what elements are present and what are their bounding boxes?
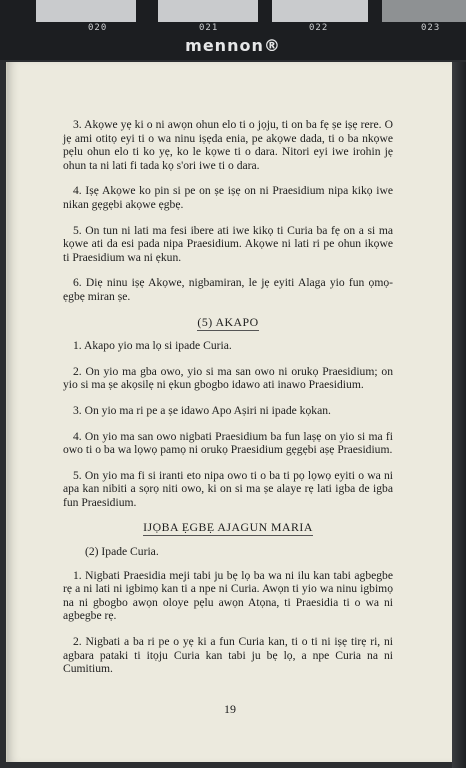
paragraph: 4. On yio ma san owo nigbati Praesidium ba fun laṣẹ on yio si ma fi owo ti o ba wa lọwọ pamọ ni orukọ Praesidium gẹgẹbi aṣẹ Praesidium. [63, 429, 393, 457]
section-heading [63, 316, 393, 330]
frame-number: 023 [421, 23, 441, 33]
paragraph: 1. Nigbati Praesidia meji tabi ju bẹ lọ ba wa ni ilu kan tabi agbegbe rẹ a ni lati ni igbimọ kan ti a npe ni Curia. Awọn ti yio wa ninu igbimọ na ni gbogbo awọn oloye pẹlu awọn Atọna, ti Praesidia ti o wa ni agbegbe rẹ. [63, 568, 393, 623]
paragraph: 2. On yio ma gba owo, yio si ma san owo ni orukọ Praesidium; on yio si ma ṣe akọsilẹ ni ẹkun gbogbo idawo ati inawo Praesidium. [63, 364, 393, 392]
film-frame [382, 0, 466, 22]
paragraph: 6. Diẹ ninu iṣẹ Akọwe, nigbamiran, le jẹ eyiti Alaga yio fun ọmọ-ẹgbẹ miran ṣe. [63, 276, 393, 303]
paragraph: 3. On yio ma ri pe a ṣe idawo Apo Aṣiri ni ipade kọkan. [73, 403, 331, 417]
brand-logo: mennon® [185, 36, 281, 55]
film-frame [158, 0, 258, 22]
microfilm-strip [0, 0, 466, 60]
page-content [63, 118, 393, 688]
section-heading [63, 521, 393, 535]
paragraph: 1. Akapo yio ma lọ si ipade Curia. [73, 339, 232, 353]
page-edge-shadow [452, 62, 466, 768]
page-number: 19 [224, 702, 236, 716]
subheading: (2) Ipade Curia. [85, 545, 159, 559]
paragraph: 5. On yio ma fi si iranti eto nipa owo ti o ba ti pọ lọwọ eyiti o wa ni apa kan nibiti a sọrọ niti owo, ki on si ma ṣe alaye rẹ lati igba de igba fun Praesidium. [63, 468, 393, 509]
document-page [6, 62, 453, 762]
film-frame [272, 0, 368, 22]
paragraph: 4. Iṣẹ Akọwe ko pin si pe on ṣe iṣẹ on ni Praesidium nipa kikọ iwe nikan gẹgẹbi akọwe ẹgbẹ. [63, 184, 393, 211]
section-title-ijoba: IJỌBA ẸGBẸ AJAGUN MARIA [143, 520, 313, 535]
frame-number: 020 [88, 23, 108, 33]
paragraph: 3. Akọwe yẹ ki o ni awọn ohun elo ti o jọju, ti on ba fẹ ṣe iṣẹ rere. O jẹ ami otitọ eyi ti o wa ninu iṣẹda enia, pe akọwe dada, ti o ba nkọwe pẹlu ohun elo ti ko yẹ, ko le kọwe ti o dara. Nitori eyi iwe irohin jẹ ohun ta ni lati fi tada kọ s'ori iwe ti o dara. [63, 118, 393, 172]
section-title-akapo: (5) AKAPO [197, 314, 259, 329]
frame-number: 021 [199, 23, 219, 33]
paragraph: 5. On tun ni lati ma fesi ibere ati iwe kikọ ti Curia ba fẹ on a si ma kọwe ati da esi pada nipa Praesidium. Akọwe ni lati ri pe ohun ikọwe ti Praesidium wa ni ẹkun. [63, 223, 393, 264]
frame-number: 022 [309, 23, 329, 33]
film-frame [36, 0, 136, 22]
paragraph: 2. Nigbati a ba ri pe o yẹ ki a fun Curia kan, ti o ti ni iṣẹ tirẹ ri, ni agbara pataki ti itọju Curia kan tabi ju bẹ lọ, a npe Curia na ni Cumitium. [63, 635, 393, 676]
